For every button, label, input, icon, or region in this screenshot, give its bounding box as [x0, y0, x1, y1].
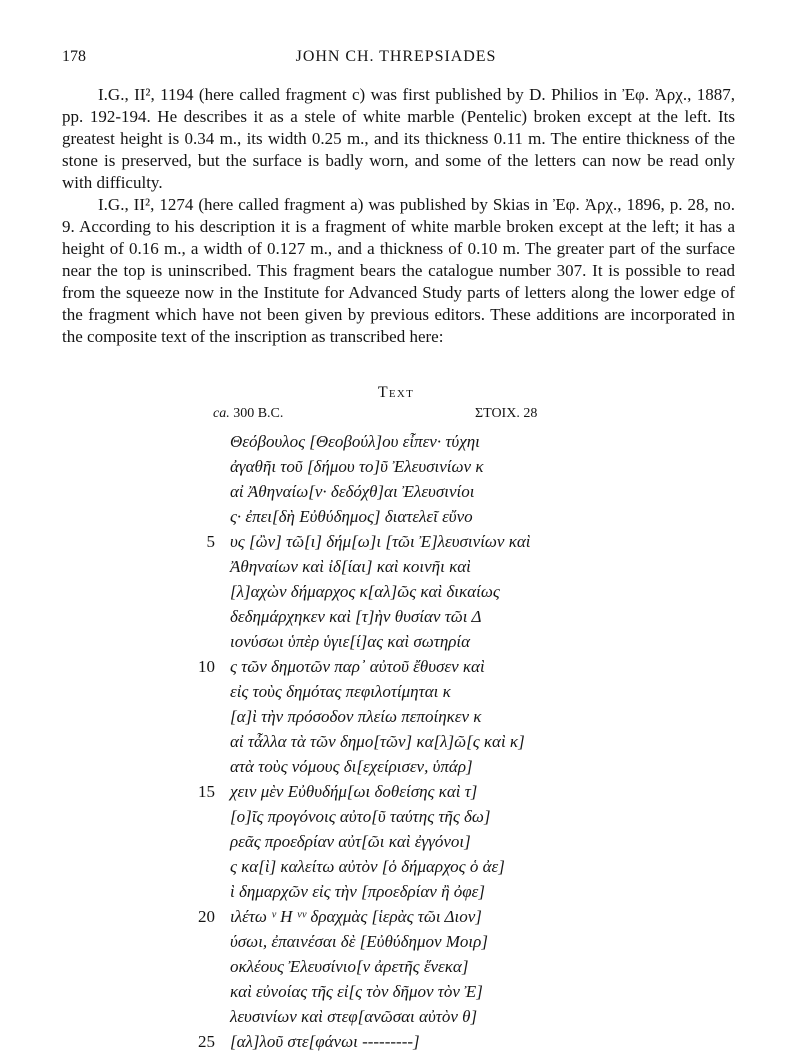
text-line: Ἀρχ., 1887, pp. 192-194. He describes it as a stele of white marble (Pentelic)	[62, 85, 735, 126]
paragraph-fragment-a	[62, 194, 735, 348]
page-number: 178	[62, 48, 86, 65]
paragraph-fragment-c	[62, 84, 735, 194]
inscription-line-text: δεδημάρχηκεν καὶ [τ]ὴν θυσίαν τῶι Δ	[230, 607, 482, 626]
date-value: 300 B.C.	[233, 406, 284, 421]
inscription-line	[0, 457, 792, 482]
text-line: 1896, p. 28, no. 9. According to his description it is a fragment of white marble	[62, 195, 735, 236]
text-line: broken except at the left. Its greatest height is 0.34 m., its width 0.25 m., and its	[62, 107, 735, 148]
line-number: 10	[198, 657, 215, 676]
inscription-line-text: αἰ τἆλλα τὰ τῶν δημο[τῶν] κα[λ]ῶ[ς καὶ κ]	[230, 732, 525, 751]
inscription-line-text: εἰς τοὺς δημότας πεφιλοτίμηται κ	[230, 682, 451, 701]
inscription-line	[0, 782, 792, 807]
text-line: thickness 0.11 m. The entire thickness of the stone is preserved, but the surface is	[62, 129, 736, 170]
inscription-line-text: Θεόβουλος [Θεοβούλ]ου εἶπεν· τύχηι	[230, 432, 480, 451]
inscription-line-text: Ἀθηναίων καὶ ἰδ[ίαι] καὶ κοινῆι καὶ	[230, 557, 471, 576]
inscription-line	[0, 557, 792, 582]
inscription-line	[0, 532, 792, 557]
body-text	[62, 84, 735, 348]
inscription-line	[0, 432, 792, 457]
line-number: 20	[198, 907, 215, 926]
inscription-line	[0, 482, 792, 507]
inscription-line-text: [αλ]λοῦ στε[φάνωι ---------]	[230, 1032, 420, 1051]
inscription-line	[0, 957, 792, 982]
inscription-line-text: ύσωι, ἐπαινέσαι δὲ [Εὐθύδημον Μοιρ]	[230, 932, 488, 951]
inscription-line-text: ὶ δημαρχῶν εἰς τὴν [προεδρίαν ἢ ὀφε]	[230, 882, 485, 901]
line-number: 25	[198, 1032, 215, 1051]
inscription-line-text: οκλέους Ἐλευσίνιο[ν ἀρετῆς ἕνεκα]	[230, 957, 469, 976]
inscription-line	[0, 807, 792, 832]
inscription-line	[0, 682, 792, 707]
inscription-line-text: ιονύσωι ὑπὲρ ὑγιε[ί]ας καὶ σωτηρία	[230, 632, 471, 651]
inscription-line-text: χειν μὲν Εὐθυδήμ[ωι δοθείσης καὶ τ]	[230, 782, 478, 801]
inscription-line-text: ς κα[ὶ] καλείτω αὐτὸν [ὁ δήμαρχος ὁ ἀε]	[230, 857, 505, 876]
inscription-line-text: ς· ἐπει[δὴ Εὐθύδημος] διατελεῖ εὔνο	[230, 507, 473, 526]
inscription-line	[0, 882, 792, 907]
text-line: thickness of 0.10 m. The greater part of the surface near the top is uninscribed.	[62, 239, 736, 280]
text-line: squeeze now in the Institute for Advanced Study parts of letters along the lower	[126, 283, 679, 302]
inscription-date	[213, 406, 283, 422]
inscription-line	[0, 607, 792, 632]
text-line: badly worn, and some of the letters can now be read only with difficulty.	[62, 151, 736, 192]
inscription-line-text: ατὰ τοὺς νόμους δι[εχείρισεν, ὑπάρ]	[230, 757, 473, 776]
line-number: 15	[198, 782, 215, 801]
section-heading-text: Text	[377, 384, 415, 401]
running-head	[62, 48, 730, 70]
inscription-line	[0, 857, 792, 882]
inscription-line	[0, 907, 792, 932]
inscription-line	[0, 757, 792, 782]
date-prefix: ca.	[213, 406, 230, 421]
inscription-line-text: ρεᾶς προεδρίαν αὐτ[ῶι καὶ ἐγγόνοι]	[230, 832, 471, 851]
inscription-line-text: ιλέτω ᵛ Η ᵛᵛ δραχμὰς [ἱερὰς τῶι Διον]	[230, 907, 482, 926]
text-line: I.G., II², 1274 (here called fragment a) was published by Skias in Ἐφ. Ἀρχ.,	[98, 195, 622, 214]
inscription-line-text: [α]ὶ τὴν πρόσοδον πλείω πεποίηκεν κ	[230, 707, 482, 726]
inscription-line-text: λευσινίων καὶ στεφ[ανῶσαι αὐτὸν θ]	[230, 1007, 478, 1026]
inscription-line	[0, 982, 792, 1007]
text-line: broken except at the left; it has a height of 0.16 m., a width of 0.127 m., and a	[62, 217, 736, 258]
inscription-line	[0, 732, 792, 757]
text-line: This fragment bears the catalogue number 307. It is possible to read from the	[62, 261, 735, 302]
inscription-line	[0, 1032, 792, 1057]
inscription-line-text: αἰ Ἀθηναίω[ν· δεδόχθ]αι Ἐλευσινίοι	[230, 482, 475, 501]
text-line: are incorporated in the composite text of the inscription as transcribed here:	[62, 305, 736, 346]
inscription-line-text: [λ]αχὼν δήμαρχος κ[αλ]ῶς καὶ δικαίως	[230, 582, 500, 601]
inscription-line	[0, 707, 792, 732]
inscription-line	[0, 632, 792, 657]
line-number: 5	[206, 532, 215, 551]
inscription-line	[0, 582, 792, 607]
inscription-line	[0, 832, 792, 857]
inscription-line-text: ς τῶν δημοτῶν παρ᾽ αὐτοῦ ἔθυσεν καὶ	[230, 657, 485, 676]
inscription-line	[0, 657, 792, 682]
inscription-line-text: [ο]ῖς προγόνοις αὐτο[ῦ ταύτης τῆς δω]	[230, 807, 491, 826]
inscription-line-text: ἀγαθῆι τοῦ [δήμου το]ῦ Ἐλευσινίων κ	[230, 457, 484, 476]
running-title: JOHN CH. THREPSIADES	[295, 48, 497, 65]
inscription-line	[0, 507, 792, 532]
stoichedon-count: ΣΤΟΙΧ. 28	[475, 406, 538, 421]
inscription-line	[0, 1007, 792, 1032]
text-line: I.G., II², 1194 (here called fragment c) was first published by D. Philios in Ἐφ.	[98, 85, 650, 104]
inscription-line-text: καὶ εὐνοίας τῆς εἰ[ς τὸν δῆμον τὸν Ἐ]	[230, 982, 483, 1001]
inscription-line-text: υς [ὢν] τῶ[ι] δήμ[ω]ι [τῶι Ἐ]λευσινίων καὶ	[230, 532, 531, 551]
text-line: edge of the fragment which have not been given by previous editors. These additions	[62, 283, 736, 324]
inscription-line	[0, 932, 792, 957]
